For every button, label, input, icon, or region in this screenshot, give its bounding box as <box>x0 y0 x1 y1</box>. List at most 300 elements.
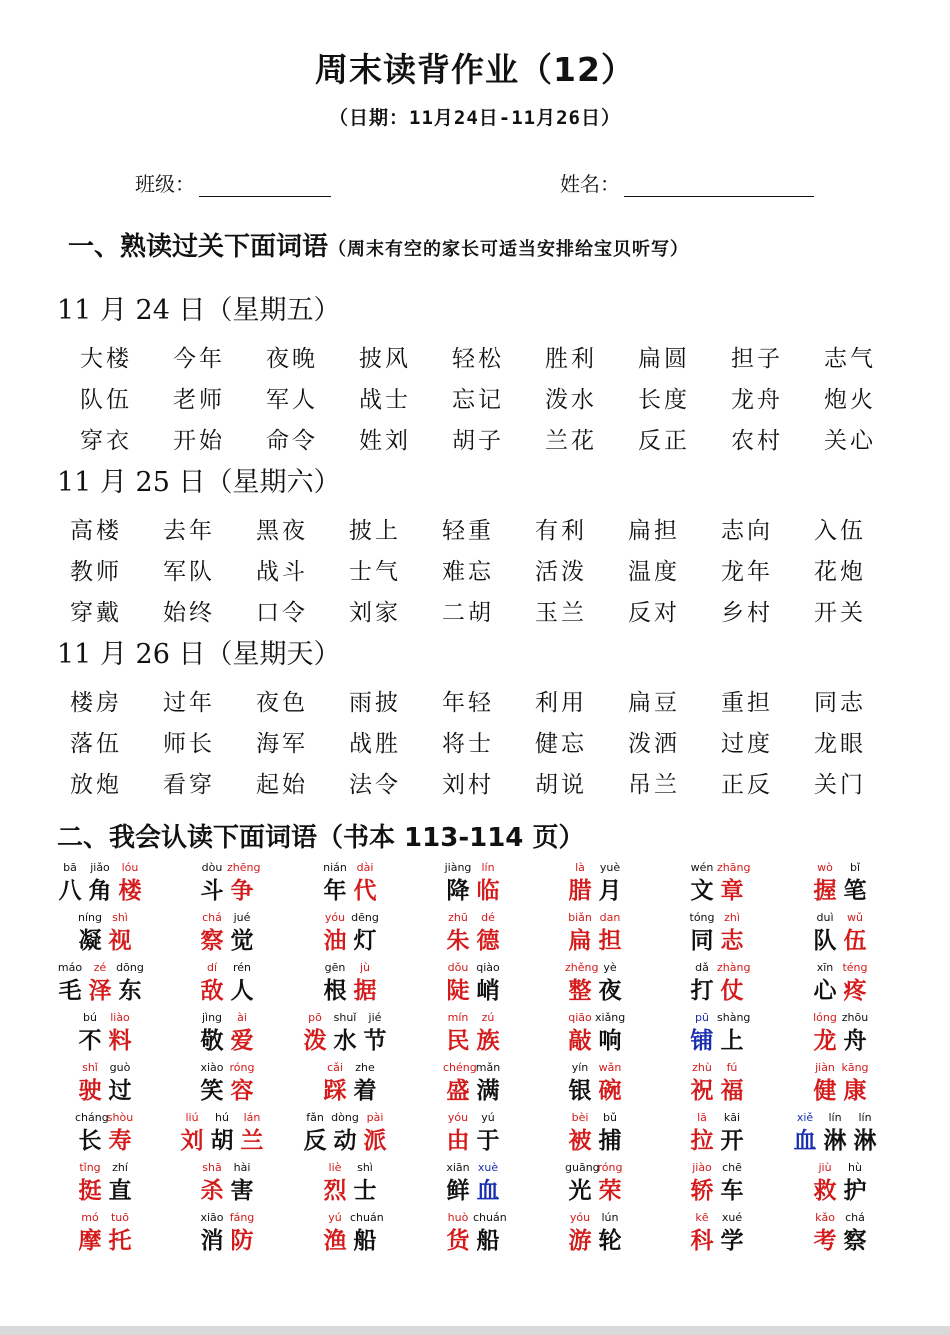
char-with-pinyin <box>840 1060 870 1106</box>
hanzi: 开 <box>720 1127 744 1154</box>
char-with-pinyin <box>443 1160 473 1206</box>
char-with-pinyin <box>75 910 105 956</box>
pinyin: lín <box>858 1111 872 1124</box>
char-with-pinyin <box>443 1110 473 1156</box>
hanzi: 淋 <box>823 1127 847 1154</box>
hanzi: 水 <box>333 1027 357 1054</box>
day-heading: 11 月 26 日（星期天） <box>57 639 341 670</box>
section-2-title: 二、我会认读下面词语（书本 113-114 页） <box>57 823 585 853</box>
pinyin: chá <box>202 911 222 924</box>
hanzi: 敬 <box>200 1027 224 1054</box>
reading-word <box>687 1060 747 1110</box>
char-with-pinyin <box>75 1010 105 1056</box>
char-with-pinyin <box>320 860 350 906</box>
vocab-word: 难忘 <box>442 559 494 585</box>
vocab-word: 胡子 <box>452 428 504 454</box>
pinyin: dí <box>206 961 218 974</box>
pinyin: jié <box>368 1011 382 1024</box>
vocab-word: 温度 <box>628 559 680 585</box>
hanzi: 心 <box>813 977 837 1004</box>
class-field <box>135 168 331 197</box>
section-1-title <box>68 226 689 263</box>
reading-word <box>300 1110 390 1160</box>
pinyin: hú <box>215 1111 229 1124</box>
vocab-word: 教师 <box>70 559 122 585</box>
pinyin: dōng <box>116 961 144 974</box>
char-with-pinyin <box>565 1160 600 1206</box>
hanzi: 察 <box>843 1227 867 1254</box>
hanzi: 整 <box>568 977 592 1004</box>
char-with-pinyin <box>227 1210 257 1256</box>
hanzi: 夜 <box>598 977 622 1004</box>
reading-word <box>443 1210 507 1260</box>
pinyin: jìng <box>201 1011 223 1024</box>
reading-word <box>197 860 261 910</box>
reading-word <box>565 1110 625 1160</box>
reading-word <box>443 910 503 960</box>
pinyin: gēn <box>324 961 346 974</box>
hanzi: 捕 <box>598 1127 622 1154</box>
pinyin: yóu <box>447 1111 469 1124</box>
char-with-pinyin <box>840 910 870 956</box>
pinyin: jiù <box>818 1161 832 1174</box>
hanzi: 科 <box>690 1227 714 1254</box>
pinyin: téng <box>842 961 868 974</box>
hanzi: 敌 <box>200 977 224 1004</box>
pinyin: fú <box>726 1061 738 1074</box>
hanzi: 鲜 <box>446 1177 470 1204</box>
hanzi: 淋 <box>853 1127 877 1154</box>
hanzi: 福 <box>720 1077 744 1104</box>
pinyin: kāng <box>841 1061 869 1074</box>
pinyin: xué <box>721 1211 743 1224</box>
char-with-pinyin <box>595 1060 625 1106</box>
reading-word <box>443 1060 503 1110</box>
pinyin: chuán <box>473 1211 507 1224</box>
vocab-word: 利用 <box>535 690 587 716</box>
char-with-pinyin <box>473 960 503 1006</box>
hanzi: 不 <box>78 1027 102 1054</box>
hanzi: 泼 <box>303 1027 327 1054</box>
vocab-word: 去年 <box>163 518 215 544</box>
char-with-pinyin <box>227 1160 257 1206</box>
pinyin: guò <box>109 1061 131 1074</box>
reading-word <box>687 910 747 960</box>
hanzi: 察 <box>200 927 224 954</box>
vocab-word: 龙年 <box>721 559 773 585</box>
pinyin: lán <box>243 1111 261 1124</box>
reading-word <box>320 1210 384 1260</box>
char-with-pinyin <box>85 860 115 906</box>
hanzi: 祝 <box>690 1077 714 1104</box>
vocab-word: 兰花 <box>545 428 597 454</box>
hanzi: 寿 <box>108 1127 132 1154</box>
pinyin: jiàng <box>444 861 472 874</box>
class-blank[interactable] <box>199 174 331 197</box>
char-with-pinyin <box>595 1160 625 1206</box>
char-with-pinyin <box>473 860 503 906</box>
char-with-pinyin <box>840 960 870 1006</box>
vocab-word: 活泼 <box>535 559 587 585</box>
hanzi: 担 <box>598 927 622 954</box>
reading-word <box>197 1060 257 1110</box>
reading-word <box>177 1110 267 1160</box>
vocab-word: 看穿 <box>163 772 215 798</box>
char-with-pinyin <box>227 860 261 906</box>
char-with-pinyin <box>687 910 717 956</box>
pinyin: pū <box>695 1011 709 1024</box>
hanzi: 舟 <box>843 1027 867 1054</box>
char-with-pinyin <box>810 1060 840 1106</box>
pinyin: ài <box>237 1011 247 1024</box>
pinyin: yú <box>481 1111 495 1124</box>
char-with-pinyin <box>197 1060 227 1106</box>
hanzi: 荣 <box>598 1177 622 1204</box>
hanzi: 上 <box>720 1027 744 1054</box>
vocab-word: 穿戴 <box>70 600 122 626</box>
pinyin: rén <box>232 961 252 974</box>
vocab-word: 穿衣 <box>80 428 132 454</box>
reading-word <box>197 1160 257 1210</box>
vocab-word: 忘记 <box>452 387 504 413</box>
hanzi: 摩 <box>78 1227 102 1254</box>
vocab-word: 开关 <box>814 600 866 626</box>
char-with-pinyin <box>360 1010 390 1056</box>
pinyin: huò <box>447 1211 469 1224</box>
pinyin: zhōu <box>841 1011 869 1024</box>
vocab-word: 花炮 <box>814 559 866 585</box>
hanzi: 消 <box>200 1227 224 1254</box>
reading-word <box>565 1160 625 1210</box>
char-with-pinyin <box>443 860 473 906</box>
pinyin: fǎn <box>306 1111 324 1124</box>
vocab-word: 反正 <box>638 428 690 454</box>
hanzi: 学 <box>720 1227 744 1254</box>
reading-word <box>810 910 870 960</box>
name-label: 姓名： <box>560 172 620 196</box>
pinyin: zhí <box>112 1161 128 1174</box>
char-with-pinyin <box>300 1110 330 1156</box>
char-with-pinyin <box>840 1160 870 1206</box>
vocab-word: 龙舟 <box>731 387 783 413</box>
pinyin: chē <box>722 1161 742 1174</box>
hanzi: 过 <box>108 1077 132 1104</box>
pinyin: zhěng <box>565 961 599 974</box>
hanzi: 托 <box>108 1227 132 1254</box>
hanzi: 货 <box>446 1227 470 1254</box>
pinyin: xiǎng <box>595 1011 626 1024</box>
pinyin: xiào <box>200 1061 224 1074</box>
vocab-word: 口令 <box>256 600 308 626</box>
vocab-word: 雨披 <box>349 690 401 716</box>
vocab-word: 志向 <box>721 518 773 544</box>
hanzi: 被 <box>568 1127 592 1154</box>
hanzi: 碗 <box>598 1077 622 1104</box>
pinyin: cǎi <box>327 1061 343 1074</box>
pinyin: dài <box>356 861 374 874</box>
hanzi: 节 <box>363 1027 387 1054</box>
hanzi: 银 <box>568 1077 592 1104</box>
char-with-pinyin <box>350 1210 384 1256</box>
pinyin: xiān <box>446 1161 470 1174</box>
hanzi: 康 <box>843 1077 867 1104</box>
pinyin: nián <box>323 861 347 874</box>
hanzi: 派 <box>363 1127 387 1154</box>
char-with-pinyin <box>595 1010 625 1056</box>
reading-word <box>75 1010 135 1060</box>
vocab-word: 胜利 <box>545 346 597 372</box>
pinyin: pō <box>308 1011 322 1024</box>
vocab-word: 放炮 <box>70 772 122 798</box>
vocab-word: 将士 <box>442 731 494 757</box>
char-with-pinyin <box>85 960 115 1006</box>
vocab-word: 刘家 <box>349 600 401 626</box>
hanzi: 容 <box>230 1077 254 1104</box>
hanzi: 根 <box>323 977 347 1004</box>
hanzi: 盛 <box>446 1077 470 1104</box>
char-with-pinyin <box>850 1110 880 1156</box>
hanzi: 考 <box>813 1227 837 1254</box>
char-with-pinyin <box>350 1060 380 1106</box>
char-with-pinyin <box>840 1210 870 1256</box>
hanzi: 觉 <box>230 927 254 954</box>
char-with-pinyin <box>687 1210 717 1256</box>
pinyin: duì <box>816 911 834 924</box>
vocab-word: 吊兰 <box>628 772 680 798</box>
pinyin: zhāng <box>717 861 751 874</box>
hanzi: 杀 <box>200 1177 224 1204</box>
pinyin: mín <box>447 1011 469 1024</box>
pinyin: dé <box>481 911 495 924</box>
pinyin: jiào <box>692 1161 712 1174</box>
hanzi: 视 <box>108 927 132 954</box>
hanzi: 握 <box>813 877 837 904</box>
hanzi: 船 <box>353 1227 377 1254</box>
pinyin: hù <box>848 1161 862 1174</box>
hanzi: 角 <box>88 877 112 904</box>
pinyin: zú <box>481 1011 495 1024</box>
char-with-pinyin <box>840 860 870 906</box>
char-with-pinyin <box>350 1160 380 1206</box>
vocab-word: 玉兰 <box>535 600 587 626</box>
pinyin: cháng <box>75 1111 109 1124</box>
pinyin: jiǎo <box>90 861 110 874</box>
char-with-pinyin <box>565 1060 595 1106</box>
pinyin: dòng <box>331 1111 359 1124</box>
char-with-pinyin <box>320 1160 350 1206</box>
hanzi: 仗 <box>720 977 744 1004</box>
vocab-word: 军队 <box>163 559 215 585</box>
word-row <box>0 422 950 462</box>
hanzi: 同 <box>690 927 714 954</box>
pinyin: wǎn <box>598 1061 622 1074</box>
vocab-word: 夜晚 <box>266 346 318 372</box>
pinyin: kǎo <box>815 1211 835 1224</box>
vocab-word: 正反 <box>721 772 773 798</box>
pinyin: shàng <box>717 1011 751 1024</box>
vocab-word: 二胡 <box>442 600 494 626</box>
char-with-pinyin <box>350 860 380 906</box>
hanzi: 毛 <box>58 977 82 1004</box>
reading-word <box>443 860 503 910</box>
hanzi: 年 <box>323 877 347 904</box>
pinyin: xīn <box>816 961 834 974</box>
reading-word <box>687 1210 747 1260</box>
char-with-pinyin <box>473 910 503 956</box>
hanzi: 文 <box>690 877 714 904</box>
hanzi: 动 <box>333 1127 357 1154</box>
hanzi: 游 <box>568 1227 592 1254</box>
vocab-word: 过年 <box>163 690 215 716</box>
char-with-pinyin <box>443 1210 473 1256</box>
reading-word <box>565 1010 625 1060</box>
pinyin: liào <box>110 1011 130 1024</box>
vocab-word: 同志 <box>814 690 866 716</box>
hanzi: 楼 <box>118 877 142 904</box>
word-row <box>0 553 950 593</box>
pinyin: bǐ <box>849 861 861 874</box>
pinyin: yín <box>571 1061 589 1074</box>
pinyin: xiāo <box>200 1211 224 1224</box>
hanzi: 腊 <box>568 877 592 904</box>
reading-word <box>75 1110 135 1160</box>
pinyin: yóu <box>569 1211 591 1224</box>
reading-word <box>75 910 135 960</box>
hanzi: 驶 <box>78 1077 102 1104</box>
char-with-pinyin <box>810 860 840 906</box>
vocab-word: 法令 <box>349 772 401 798</box>
pinyin: lín <box>481 861 495 874</box>
hanzi: 凝 <box>78 927 102 954</box>
vocab-word: 扁圆 <box>638 346 690 372</box>
char-with-pinyin <box>717 1110 747 1156</box>
pinyin: zhēng <box>227 861 261 874</box>
vocab-word: 军人 <box>266 387 318 413</box>
char-with-pinyin <box>810 1160 840 1206</box>
char-with-pinyin <box>810 1010 840 1056</box>
pinyin: yú <box>328 1211 342 1224</box>
pinyin: chá <box>845 1211 865 1224</box>
vocab-word: 披风 <box>359 346 411 372</box>
hanzi: 拉 <box>690 1127 714 1154</box>
pinyin: róng <box>597 1161 623 1174</box>
hanzi: 族 <box>476 1027 500 1054</box>
char-with-pinyin <box>320 960 350 1006</box>
hanzi: 料 <box>108 1027 132 1054</box>
char-with-pinyin <box>115 960 145 1006</box>
pinyin: jué <box>233 911 251 924</box>
hanzi: 德 <box>476 927 500 954</box>
char-with-pinyin <box>810 910 840 956</box>
hanzi: 降 <box>446 877 470 904</box>
vocab-word: 今年 <box>173 346 225 372</box>
char-with-pinyin <box>443 1060 477 1106</box>
reading-word <box>443 1160 503 1210</box>
reading-word <box>443 960 503 1010</box>
hanzi: 志 <box>720 927 744 954</box>
vocab-word: 士气 <box>349 559 401 585</box>
char-with-pinyin <box>105 1210 135 1256</box>
hanzi: 敲 <box>568 1027 592 1054</box>
pinyin: jù <box>359 961 371 974</box>
word-row <box>0 766 950 806</box>
pinyin: máo <box>57 961 83 974</box>
hanzi: 据 <box>353 977 377 1004</box>
vocab-word: 始终 <box>163 600 215 626</box>
hanzi: 反 <box>303 1127 327 1154</box>
hanzi: 斗 <box>200 877 224 904</box>
pinyin: mǎn <box>475 1061 501 1074</box>
hanzi: 八 <box>58 877 82 904</box>
reading-word <box>320 1160 380 1210</box>
char-with-pinyin <box>360 1110 390 1156</box>
vocab-word: 炮火 <box>824 387 876 413</box>
pinyin: fáng <box>229 1211 255 1224</box>
pinyin: xuè <box>477 1161 499 1174</box>
hanzi: 渔 <box>323 1227 347 1254</box>
reading-word <box>75 1210 135 1260</box>
char-with-pinyin <box>300 1010 330 1056</box>
vocab-word: 关门 <box>814 772 866 798</box>
reading-word <box>810 1160 870 1210</box>
pinyin: dǎ <box>695 961 709 974</box>
hanzi: 峭 <box>476 977 500 1004</box>
hanzi: 泽 <box>88 977 112 1004</box>
pinyin: yóu <box>324 911 346 924</box>
char-with-pinyin <box>717 1160 747 1206</box>
vocab-word: 年轻 <box>442 690 494 716</box>
reading-word <box>320 910 380 960</box>
word-row <box>0 512 950 552</box>
name-blank[interactable] <box>624 174 814 197</box>
hanzi: 疼 <box>843 977 867 1004</box>
char-with-pinyin <box>237 1110 267 1156</box>
char-with-pinyin <box>717 1010 751 1056</box>
char-with-pinyin <box>595 960 625 1006</box>
vocab-word: 泼洒 <box>628 731 680 757</box>
reading-word <box>55 960 145 1010</box>
char-with-pinyin <box>790 1110 820 1156</box>
pinyin: bú <box>83 1011 97 1024</box>
char-with-pinyin <box>810 960 840 1006</box>
word-row <box>0 340 950 380</box>
hanzi: 东 <box>118 977 142 1004</box>
pinyin: mó <box>81 1211 99 1224</box>
hanzi: 直 <box>108 1177 132 1204</box>
pinyin: shuǐ <box>333 1011 357 1024</box>
student-name-field <box>560 168 814 197</box>
vocab-word: 重担 <box>721 690 773 716</box>
char-with-pinyin <box>443 910 473 956</box>
hanzi: 铺 <box>690 1027 714 1054</box>
pinyin: shǐ <box>82 1061 98 1074</box>
reading-word <box>565 1210 625 1260</box>
pinyin: bèi <box>571 1111 589 1124</box>
hanzi: 笔 <box>843 877 867 904</box>
vocab-word: 扁豆 <box>628 690 680 716</box>
hanzi: 队 <box>813 927 837 954</box>
vocab-word: 龙眼 <box>814 731 866 757</box>
char-with-pinyin <box>227 960 257 1006</box>
hanzi: 人 <box>230 977 254 1004</box>
hanzi: 临 <box>476 877 500 904</box>
vocab-word: 老师 <box>173 387 225 413</box>
reading-word <box>810 860 870 910</box>
reading-word <box>197 1010 257 1060</box>
pinyin: shā <box>202 1161 222 1174</box>
pinyin: dǒu <box>447 961 469 974</box>
hanzi: 笑 <box>200 1077 224 1104</box>
